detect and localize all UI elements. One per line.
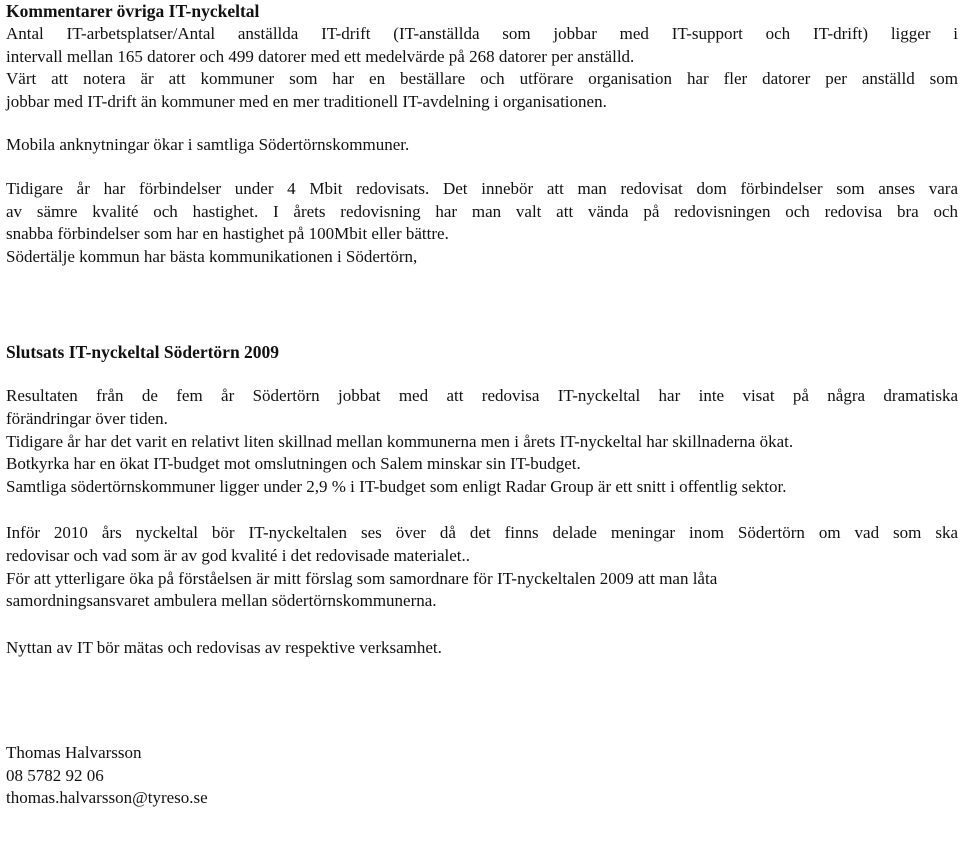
section-heading-kommentarer: Kommentarer övriga IT-nyckeltal [6, 1, 260, 21]
text-line: Samtliga södertörnskommuner ligger under 2,9 % i IT-budget som enligt Radar Group är ett snitt i offentlig sektor. [6, 476, 787, 496]
text-line: Mobila anknytningar ökar i samtliga Södertörnskommuner. [6, 135, 410, 155]
spacer [6, 719, 958, 742]
text-line: Antal IT-arbetsplatser/Antal anställda IT-drift (IT-anställda som jobbar med IT-support och IT-drift) ligger i [6, 24, 958, 43]
spacer [6, 364, 958, 385]
paragraph-resultaten [6, 385, 958, 498]
text-line: Södertälje kommun har bästa kommunikationen i Södertörn, [6, 246, 418, 266]
text-line: Inför 2010 års nyckeltal bör IT-nyckeltalen ses över då det finns delade meningar inom Södertörn om vad som ska [6, 523, 958, 543]
paragraph-infor-2010 [6, 522, 958, 612]
text-line: Värt att notera är att kommuner som har en beställare och utförare organisation har fler datorer per anställd som [6, 69, 958, 89]
signature-phone: 08 5782 92 06 [6, 765, 104, 785]
text-line: Tidigare år har det varit en relativt liten skillnad mellan kommunerna men i årets IT-nyckeltal har skillnaderna ökat. [6, 431, 794, 451]
text-line: För att ytterligare öka på förståelsen är mitt förslag som samordnare för IT-nyckeltalen 2009 att man låta [6, 568, 718, 588]
spacer [6, 157, 958, 178]
text-line: Resultaten från de fem år Södertörn jobbat med att redovisa IT-nyckeltal har inte visat på några dramatiska [6, 386, 958, 406]
text-line: jobbar med IT-drift än kommuner med en mer traditionell IT-avdelning i organisationen. [6, 91, 607, 111]
spacer [6, 659, 958, 719]
spacer [6, 613, 958, 637]
signature-name: Thomas Halvarsson [6, 743, 142, 763]
document-page [6, 0, 958, 810]
paragraph-nyttan [6, 637, 958, 660]
spacer [6, 498, 958, 522]
text-line: Botkyrka har en ökat IT-budget mot omslutningen och Salem minskar sin IT-budget. [6, 454, 581, 474]
section-heading-slutsats: Slutsats IT-nyckeltal Södertörn 2009 [6, 342, 280, 363]
paragraph-mobila-anknytningar [6, 134, 958, 157]
signature-email: thomas.halvarsson@tyreso.se [6, 788, 208, 808]
text-line: förändringar över tiden. [6, 408, 168, 428]
paragraph-forbindelser [6, 178, 958, 268]
text-line: intervall mellan 165 datorer och 499 datorer med ett medelvärde på 268 datorer per anställd. [6, 46, 635, 66]
spacer [6, 113, 958, 134]
text-line: av sämre kvalité och hastighet. I årets redovisning har man valt att vända på redovisningen och redovisa bra och [6, 201, 958, 221]
text-line: Nyttan av IT bör mätas och redovisas av respektive verksamhet. [6, 637, 442, 657]
text-line: redovisar och vad som är av god kvalité i det redovisade materialet.. [6, 545, 471, 565]
text-line: Tidigare år har förbindelser under 4 Mbit redovisats. Det innebör att man redovisat dom förbindelser som anses vara [6, 178, 958, 198]
paragraph-it-arbetsplatser [6, 23, 958, 113]
signature-block [6, 742, 958, 810]
text-line: samordningsansvaret ambulera mellan södertörnskommunerna. [6, 591, 437, 611]
text-line: snabba förbindelser som har en hastighet på 100Mbit eller bättre. [6, 224, 449, 244]
spacer [6, 268, 958, 341]
